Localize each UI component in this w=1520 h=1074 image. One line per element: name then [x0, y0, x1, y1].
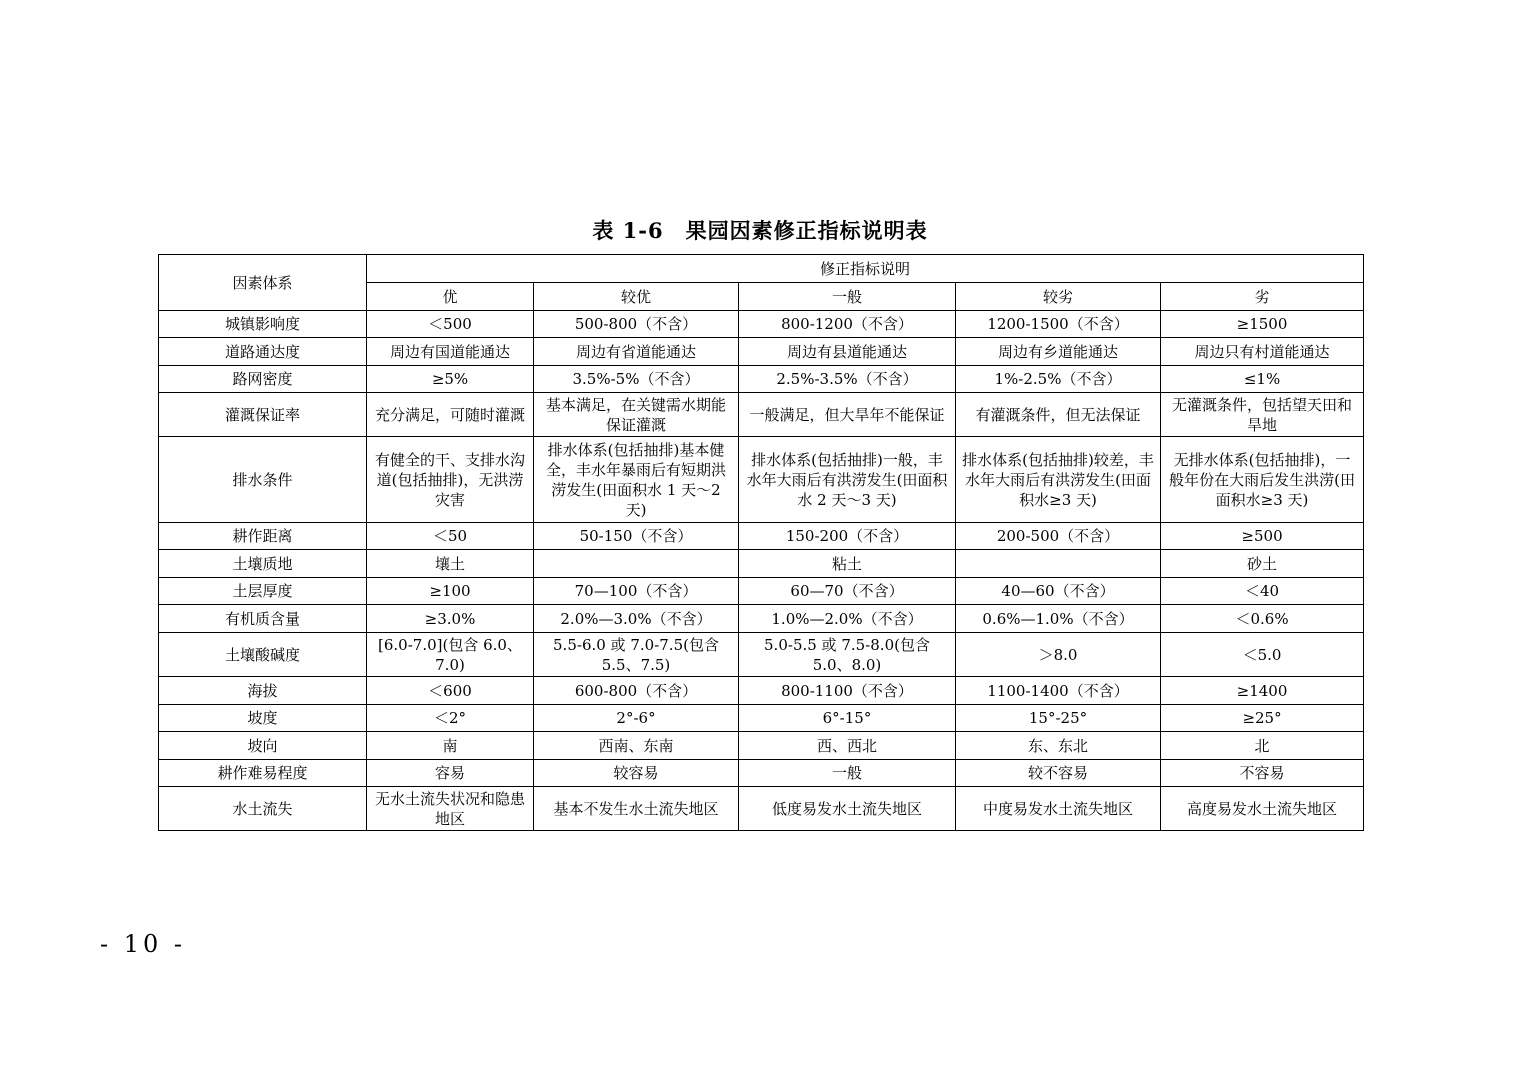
- table-cell: 壤土: [367, 550, 534, 578]
- table-cell: 基本满足，在关键需水期能保证灌溉: [534, 393, 739, 437]
- table-cell: ＞8.0: [956, 633, 1161, 677]
- table-cell: 15°-25°: [956, 705, 1161, 732]
- table-cell: ≥100: [367, 578, 534, 605]
- row-factor: 海拔: [159, 677, 367, 705]
- table-cell: 一般: [739, 760, 956, 787]
- table-cell: 周边有省道能通达: [534, 338, 739, 366]
- row-factor: 水土流失: [159, 787, 367, 831]
- table-cell: 充分满足，可随时灌溉: [367, 393, 534, 437]
- row-factor: 耕作难易程度: [159, 760, 367, 787]
- table-cell: ≥1400: [1161, 677, 1364, 705]
- table-cell: 3.5%-5%（不含）: [534, 366, 739, 393]
- row-factor: 土壤质地: [159, 550, 367, 578]
- table-cell: 西、西北: [739, 732, 956, 760]
- table-cell: 较不容易: [956, 760, 1161, 787]
- table-cell: ＜0.6%: [1161, 605, 1364, 633]
- row-factor: 有机质含量: [159, 605, 367, 633]
- table-row: [159, 578, 1364, 605]
- table-cell: 周边有国道能通达: [367, 338, 534, 366]
- table-cell: 1100-1400（不含）: [956, 677, 1161, 705]
- table-cell: 有灌溉条件，但无法保证: [956, 393, 1161, 437]
- table-cell: ≥500: [1161, 523, 1364, 550]
- table-title: [0, 215, 1520, 245]
- table-cell: 高度易发水土流失地区: [1161, 787, 1364, 831]
- table-cell: 一般满足，但大旱年不能保证: [739, 393, 956, 437]
- row-factor: 道路通达度: [159, 338, 367, 366]
- table-cell: 不容易: [1161, 760, 1364, 787]
- row-factor: 耕作距离: [159, 523, 367, 550]
- table-cell: ≤1%: [1161, 366, 1364, 393]
- table-cell: 排水体系(包括抽排)一般，丰水年大雨后有洪涝发生(田面积水 2 天～3 天): [739, 437, 956, 523]
- table-cell: ≥1500: [1161, 311, 1364, 338]
- table-cell: 无排水体系(包括抽排)，一般年份在大雨后发生洪涝(田面积水≥3 天): [1161, 437, 1364, 523]
- table-cell: 基本不发生水土流失地区: [534, 787, 739, 831]
- table-cell: 北: [1161, 732, 1364, 760]
- table-cell: 中度易发水土流失地区: [956, 787, 1161, 831]
- table-cell: ＜5.0: [1161, 633, 1364, 677]
- table-cell: 无水土流失状况和隐患地区: [367, 787, 534, 831]
- row-factor: 城镇影响度: [159, 311, 367, 338]
- table-cell: 东、东北: [956, 732, 1161, 760]
- header-level-average: 一般: [739, 283, 956, 311]
- table-cell: 5.5-6.0 或 7.0-7.5(包含 5.5、7.5): [534, 633, 739, 677]
- table-row: [159, 366, 1364, 393]
- row-factor: 排水条件: [159, 437, 367, 523]
- table-cell: 60—70（不含）: [739, 578, 956, 605]
- page-number: - 10 -: [100, 930, 187, 958]
- row-factor: 坡向: [159, 732, 367, 760]
- header-level-excellent: 优: [367, 283, 534, 311]
- table-cell: 1.0%—2.0%（不含）: [739, 605, 956, 633]
- table-title-text: 果园因素修正指标说明表: [685, 218, 928, 243]
- table-cell: 南: [367, 732, 534, 760]
- table-cell: ＜40: [1161, 578, 1364, 605]
- table-cell: 1%-2.5%（不含）: [956, 366, 1161, 393]
- table-cell: 无灌溉条件，包括望天田和旱地: [1161, 393, 1364, 437]
- table-cell: [956, 550, 1161, 578]
- table-cell: 70—100（不含）: [534, 578, 739, 605]
- table-cell: 周边有乡道能通达: [956, 338, 1161, 366]
- table-cell: ＜50: [367, 523, 534, 550]
- row-factor: 坡度: [159, 705, 367, 732]
- table-row: [159, 437, 1364, 523]
- table-cell: 600-800（不含）: [534, 677, 739, 705]
- table-row: [159, 523, 1364, 550]
- table-cell: ＜500: [367, 311, 534, 338]
- row-factor: 土壤酸碱度: [159, 633, 367, 677]
- table-cell: 500-800（不含）: [534, 311, 739, 338]
- table-row: [159, 550, 1364, 578]
- header-correction-group: 修正指标说明: [367, 255, 1364, 283]
- table-row: [159, 311, 1364, 338]
- header-level-bad: 劣: [1161, 283, 1364, 311]
- table-cell: 800-1100（不含）: [739, 677, 956, 705]
- table-row: [159, 787, 1364, 831]
- correction-index-table: [158, 254, 1364, 831]
- header-level-good: 较优: [534, 283, 739, 311]
- table-row: [159, 633, 1364, 677]
- table-cell: 有健全的干、支排水沟道(包括抽排)，无洪涝灾害: [367, 437, 534, 523]
- table-cell: 粘土: [739, 550, 956, 578]
- table-cell: 2°-6°: [534, 705, 739, 732]
- table-row: [159, 393, 1364, 437]
- table-cell: 6°-15°: [739, 705, 956, 732]
- table-cell: 砂土: [1161, 550, 1364, 578]
- table-cell: 5.0-5.5 或 7.5-8.0(包含 5.0、8.0): [739, 633, 956, 677]
- table-row: [159, 338, 1364, 366]
- table-cell: 周边有县道能通达: [739, 338, 956, 366]
- table-cell: 40—60（不含）: [956, 578, 1161, 605]
- table-row: [159, 732, 1364, 760]
- table-cell: 周边只有村道能通达: [1161, 338, 1364, 366]
- table-row: [159, 605, 1364, 633]
- table-cell: 1200-1500（不含）: [956, 311, 1161, 338]
- table-cell: 50-150（不含）: [534, 523, 739, 550]
- row-factor: 路网密度: [159, 366, 367, 393]
- table-cell: 2.0%—3.0%（不含）: [534, 605, 739, 633]
- table-cell: ＜2°: [367, 705, 534, 732]
- table-cell: 0.6%—1.0%（不含）: [956, 605, 1161, 633]
- table-cell: 200-500（不含）: [956, 523, 1161, 550]
- table-number: 表 1-6: [592, 218, 664, 243]
- table-cell: [6.0-7.0](包含 6.0、7.0): [367, 633, 534, 677]
- table-cell: 800-1200（不含）: [739, 311, 956, 338]
- row-factor: 灌溉保证率: [159, 393, 367, 437]
- table-cell: 2.5%-3.5%（不含）: [739, 366, 956, 393]
- table-cell: ≥5%: [367, 366, 534, 393]
- table-cell: 较容易: [534, 760, 739, 787]
- table-cell: 150-200（不含）: [739, 523, 956, 550]
- table-cell: 低度易发水土流失地区: [739, 787, 956, 831]
- table-row: [159, 677, 1364, 705]
- table-cell: 排水体系(包括抽排)较差，丰水年大雨后有洪涝发生(田面积水≥3 天): [956, 437, 1161, 523]
- table-cell: [534, 550, 739, 578]
- table-row: [159, 705, 1364, 732]
- table-cell: 排水体系(包括抽排)基本健全，丰水年暴雨后有短期洪涝发生(田面积水 1 天～2 天): [534, 437, 739, 523]
- row-factor: 土层厚度: [159, 578, 367, 605]
- table-row: [159, 760, 1364, 787]
- header-level-poor: 较劣: [956, 283, 1161, 311]
- table-cell: ≥3.0%: [367, 605, 534, 633]
- table-cell: 容易: [367, 760, 534, 787]
- table-cell: ≥25°: [1161, 705, 1364, 732]
- table-cell: ＜600: [367, 677, 534, 705]
- header-factor-system: 因素体系: [159, 255, 367, 311]
- table-cell: 西南、东南: [534, 732, 739, 760]
